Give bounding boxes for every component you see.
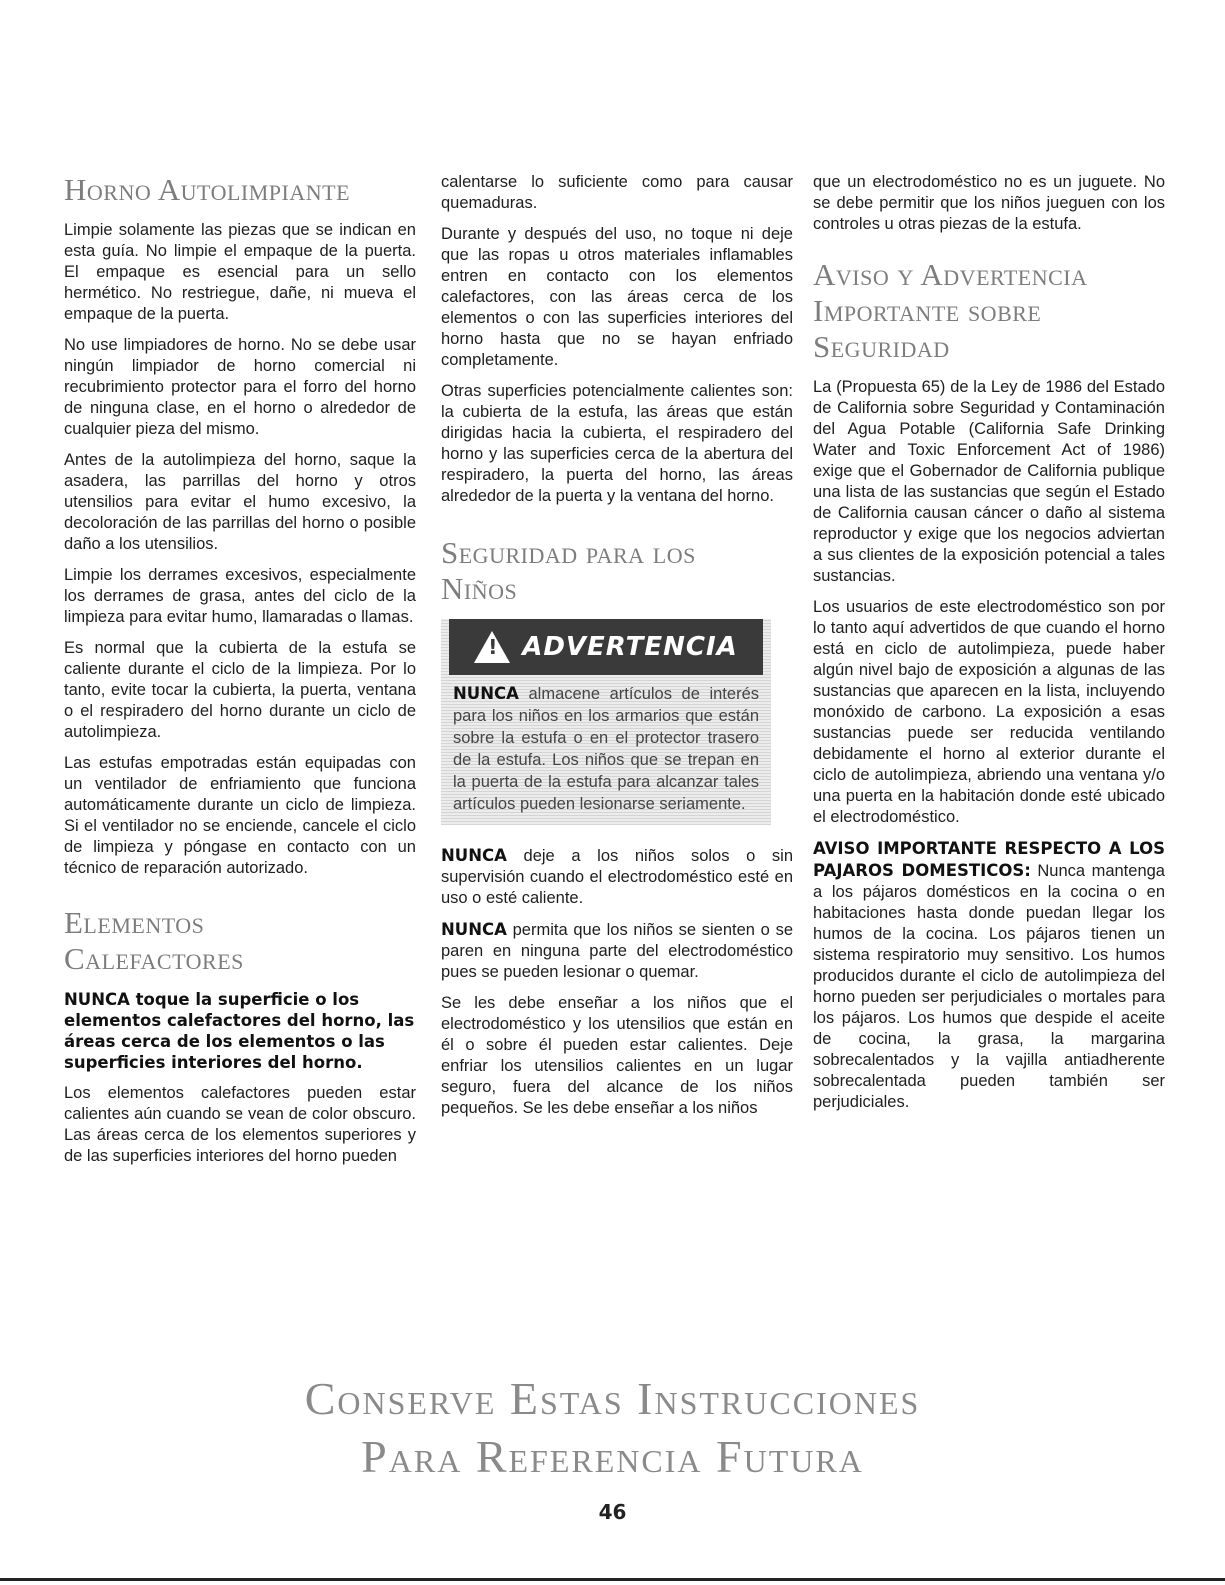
paragraph: Durante y después del uso, no toque ni deje que las ropas u otros materiales inflamables entren en contacto con los elementos calefactores, con las áreas cerca de los elementos o con las superficies interiores del horno hasta que no se hayan enfriado completamente. xyxy=(441,225,793,369)
paragraph: Antes de la autolimpieza del horno, saque la asadera, las parrillas del horno y otros utensilios para evitar el humo excesivo, la decoloración de las parrillas del horno o posible daño a los utensilios. xyxy=(64,451,416,553)
paragraph: Limpie solamente las piezas que se indican en esta guía. No limpie el empaque de la puerta. El empaque es esencial para un sello hermético. No restriegue, dañe, ni mueva el empaque de la puerta. xyxy=(64,221,416,323)
column-2 xyxy=(441,172,793,1129)
warning-header xyxy=(449,619,763,675)
heading-elementos-calefactores: Elementos Calefactores xyxy=(64,905,244,976)
bold-lead: NUNCA xyxy=(64,990,130,1009)
warning-text xyxy=(441,675,771,815)
paragraph: Se les debe enseñar a los niños que el electrodoméstico y los utensilios que están en él o sobre él pueden estar calientes. Deje enfriar los utensilios calientes en un lugar seguro, fuera del alcance de los niños pequeños. Se les debe enseñar a los niños xyxy=(441,994,793,1117)
paragraph: Limpie los derrames excesivos, especialmente los derrames de grasa, antes del ciclo de la limpieza para evitar humo, llamaradas o llamas. xyxy=(64,566,416,626)
warning-box xyxy=(441,619,771,825)
paragraph: La (Propuesta 65) de la Ley de 1986 del Estado de California sobre Seguridad y Contaminación del Agua Potable (California Safe Drinking Water and Toxic Enforcement Act of 1986) exige que el Gobernador de California publique una lista de las sustancias que según el Estado de California causan cáncer o daño al sistema reproductor y exige que los negocios adviertan a sus clientes de la exposición potencial a tales sustancias. xyxy=(813,378,1165,585)
nunca-lead: NUNCA xyxy=(441,846,507,865)
warning-triangle-icon: ! xyxy=(474,631,510,663)
paragraph: Otras superficies potencialmente calientes son: la cubierta de la estufa, las áreas que están dirigidas hacia la cubierta, el respiradero del horno y las superficies cerca de la abertura del respiradero, la puerta del horno, las áreas alrededor de la puerta y la ventana del horno. xyxy=(441,382,793,505)
paragraph-text: Nunca mantenga a los pájaros domésticos en la cocina o en habitaciones hasta donde puedan llegar los humos de la cocina. Los pájaros tienen un sistema respiratorio muy sensitivo. Los humos producidos durante el ciclo de autolimpieza del horno pueden ser perjudiciales o mortales para los pájaros. Los humos que despide el aceite de cocina, la grasa, la margarina sobrecalentados y la vajilla antiadherente sobrecalentada pueden también ser perjudiciales. xyxy=(813,862,1165,1111)
bold-text: toque la superficie o los elementos calefactores del horno, las áreas cerca de los elementos o las superficies interiores del horno. xyxy=(64,990,415,1072)
paragraph: No use limpiadores de horno. No se debe usar ningún limpiador de horno comercial ni recubrimiento protector para el forro del horno de ninguna clase, en el horno o alrededor de cualquier pieza del mismo. xyxy=(64,336,416,438)
paragraph: Los elementos calefactores pueden estar calientes aún cuando se vean de color obscuro. Las áreas cerca de los elementos superiores y de las superficies interiores del horno pueden xyxy=(64,1084,416,1165)
footer-title-line-1: Conserve Estas Instrucciones xyxy=(304,1373,921,1424)
paragraph: Los usuarios de este electrodoméstico son por lo tanto aquí advertidos de que cuando el horno está en ciclo de autolimpieza, puede haber algún nivel bajo de exposición a algunas de las sustancias que aparecen en la lista, incluyendo monóxido de carbono. La exposición a esas sustancias puede ser reducida ventilando debidamente el horno al exterior durante el ciclo de autolimpieza, abriendo una ventana y/o una puerta en la habitación donde esté ubicado el electrodoméstico. xyxy=(813,598,1165,826)
nunca-lead: NUNCA xyxy=(441,920,507,939)
paragraph xyxy=(441,919,793,983)
paragraph xyxy=(441,845,793,909)
bold-warning-paragraph xyxy=(64,989,416,1073)
warning-title: ADVERTENCIA xyxy=(522,631,738,662)
bottom-rule xyxy=(0,1578,1225,1581)
footer-title-line-2: Para Referencia Futura xyxy=(361,1431,864,1482)
heading-aviso-advertencia: Aviso y Advertencia Importante sobre Seguridad xyxy=(813,257,1088,364)
paragraph-text: permita que los niños se sienten o se paren en ninguna parte del electrodoméstico pues se pueden lesionar o quemar. xyxy=(441,921,793,981)
birds-notice-lead: AVISO IMPORTANTE RESPECTO A LOS PAJAROS DOMESTICOS: xyxy=(813,839,1165,880)
paragraph-text: deje a los niños solos o sin supervisión cuando el electrodoméstico esté en uso o esté caliente. xyxy=(441,847,793,907)
column-3 xyxy=(813,172,1165,1123)
warning-lead: NUNCA xyxy=(453,684,519,703)
column-1 xyxy=(64,172,416,1177)
page-number: 46 xyxy=(598,1500,627,1524)
footer-title xyxy=(0,1370,1225,1486)
heading-horno-autolimpiante: Horno Autolimpiante xyxy=(64,172,351,207)
paragraph xyxy=(813,838,1165,1113)
paragraph: calentarse lo suficiente como para causar quemaduras. xyxy=(441,173,793,212)
paragraph: Es normal que la cubierta de la estufa se caliente durante el ciclo de la limpieza. Por lo tanto, evite tocar la cubierta, la puerta, ventana o el respiradero del horno durante un ciclo de autolimpieza. xyxy=(64,639,416,741)
warning-body: almacene artículos de interés para los niños en los armarios que están sobre la estufa o en el protector trasero de la estufa. Los niños que se trepan en la puerta de la estufa para alcanzar tales artículos pueden lesionarse seriamente. xyxy=(453,685,759,813)
heading-seguridad-ninos: Seguridad para los Niños xyxy=(441,535,696,606)
paragraph: que un electrodoméstico no es un juguete. No se debe permitir que los niños jueguen con los controles u otras piezas de la estufa. xyxy=(813,173,1165,233)
paragraph: Las estufas empotradas están equipadas con un ventilador de enfriamiento que funciona automáticamente durante un ciclo de limpieza. Si el ventilador no se enciende, cancele el ciclo de limpieza y póngase en contacto con un técnico de reparación autorizado. xyxy=(64,754,416,877)
